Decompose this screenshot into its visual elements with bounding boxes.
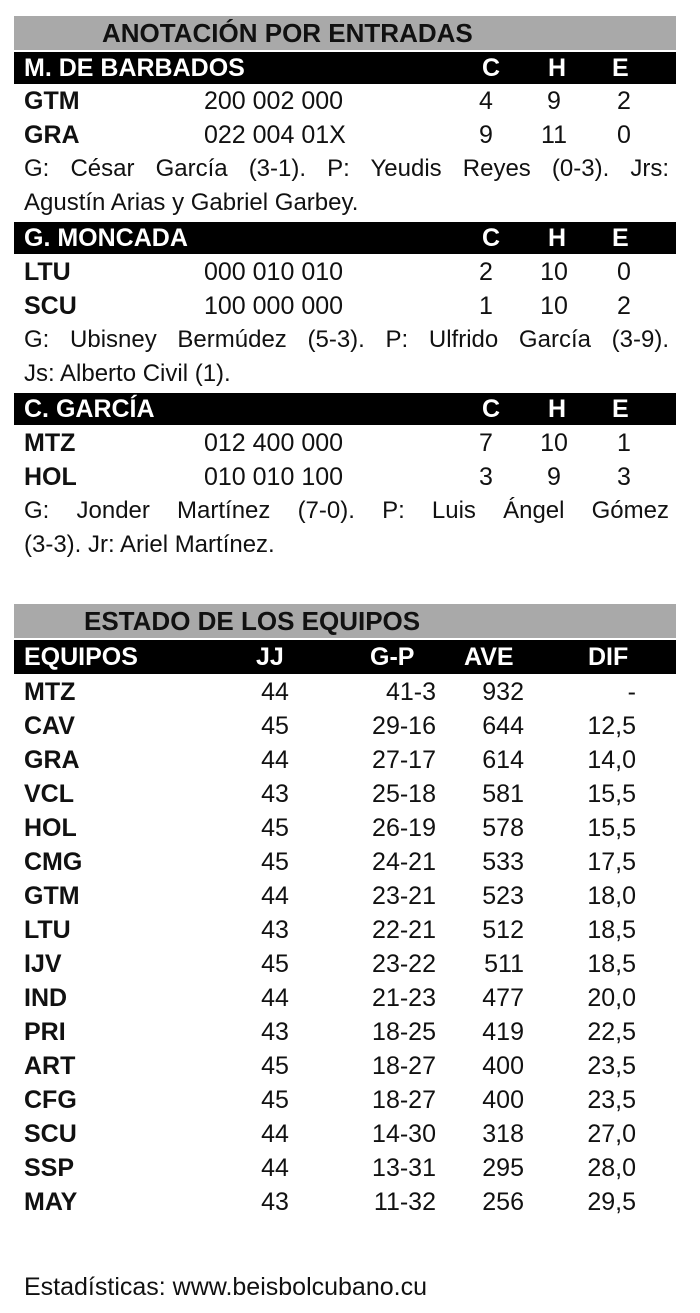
team-abbr: SCU	[24, 292, 77, 320]
venue-name: C. GARCÍA	[24, 395, 155, 423]
average: 932	[482, 678, 524, 706]
wins-losses: 23-22	[372, 950, 436, 978]
wins-losses: 11-32	[373, 1188, 436, 1216]
innings-line: 200 002 000	[204, 87, 344, 115]
games-behind: 29,5	[587, 1188, 636, 1216]
average: 400	[482, 1052, 524, 1080]
errors-value: 0	[617, 258, 631, 286]
team-abbr: IND	[24, 984, 68, 1012]
col-runs-label: C	[482, 224, 501, 252]
standings-row	[14, 709, 676, 743]
standings-row	[14, 947, 676, 981]
game-note-line: G: César García (3-1). P: Yeudis Reyes (0-3). Jrs:	[24, 155, 669, 182]
wins-losses: 26-19	[372, 814, 436, 842]
game-header-moncada	[14, 222, 676, 254]
standings-row	[14, 879, 676, 913]
games-played: 43	[261, 1188, 289, 1216]
standings-row	[14, 1015, 676, 1049]
games-played: 43	[261, 1018, 289, 1046]
standings-row	[14, 743, 676, 777]
average: 295	[482, 1154, 524, 1182]
col-hits-label: H	[548, 224, 567, 252]
errors-value: 1	[617, 429, 631, 457]
team-abbr: GRA	[24, 121, 80, 149]
average: 318	[482, 1120, 524, 1148]
team-abbr: LTU	[24, 916, 71, 944]
wins-losses: 21-23	[372, 984, 436, 1012]
standings-row	[14, 913, 676, 947]
standings-row	[14, 1117, 676, 1151]
team-abbr: MAY	[24, 1188, 78, 1216]
team-abbr: MTZ	[24, 678, 76, 706]
average: 523	[482, 882, 524, 910]
game-note	[24, 494, 669, 562]
games-played: 44	[261, 678, 289, 706]
team-abbr: GTM	[24, 882, 80, 910]
average: 512	[482, 916, 524, 944]
wins-losses: 18-25	[372, 1018, 436, 1046]
game-note-line: G: Jonder Martínez (7-0). P: Luis Ángel Gómez	[24, 497, 669, 524]
wins-losses: 14-30	[372, 1120, 436, 1148]
games-behind: 15,5	[587, 814, 636, 842]
games-played: 44	[261, 1154, 289, 1182]
innings-line: 022 004 01X	[204, 121, 346, 149]
runs-value: 4	[479, 87, 493, 115]
standings-row	[14, 845, 676, 879]
games-played: 44	[261, 746, 289, 774]
games-behind: 28,0	[587, 1154, 636, 1182]
innings-line: 000 010 010	[204, 258, 344, 286]
col-jj-header: JJ	[256, 643, 284, 671]
linescore-row	[14, 118, 676, 152]
games-played: 45	[261, 848, 289, 876]
runs-value: 3	[479, 463, 493, 491]
games-played: 45	[261, 1052, 289, 1080]
stats-source-footer: Estadísticas: www.beisbolcubano.cu	[24, 1273, 427, 1301]
games-played: 45	[261, 814, 289, 842]
game-note-line: Js: Alberto Civil (1).	[24, 360, 231, 387]
average: 400	[482, 1086, 524, 1114]
team-abbr: GRA	[24, 746, 80, 774]
standings-row	[14, 1185, 676, 1219]
average: 419	[482, 1018, 524, 1046]
average: 644	[482, 712, 524, 740]
team-abbr: CMG	[24, 848, 83, 876]
wins-losses: 41-3	[385, 678, 436, 706]
team-abbr: VCL	[24, 780, 74, 808]
wins-losses: 24-21	[372, 848, 436, 876]
games-played: 44	[261, 1120, 289, 1148]
wins-losses: 27-17	[372, 746, 436, 774]
linescore-row	[14, 426, 676, 460]
errors-value: 3	[617, 463, 631, 491]
col-runs-label: C	[482, 395, 501, 423]
games-played: 43	[261, 780, 289, 808]
standings-row	[14, 777, 676, 811]
col-errors-label: E	[612, 395, 629, 423]
games-behind: 27,0	[587, 1120, 636, 1148]
col-errors-label: E	[612, 54, 629, 82]
wins-losses: 23-21	[372, 882, 436, 910]
innings-section-header	[14, 16, 676, 50]
team-abbr: CFG	[24, 1086, 77, 1114]
hits-value: 9	[547, 463, 561, 491]
game-header-garcia	[14, 393, 676, 425]
games-played: 44	[261, 882, 289, 910]
games-behind: 12,5	[587, 712, 636, 740]
team-abbr: IJV	[24, 950, 62, 978]
innings-line: 012 400 000	[204, 429, 344, 457]
runs-value: 1	[479, 292, 493, 320]
team-abbr: MTZ	[24, 429, 76, 457]
wins-losses: 18-27	[372, 1086, 436, 1114]
games-behind: 14,0	[587, 746, 636, 774]
average: 614	[482, 746, 524, 774]
team-abbr: LTU	[24, 258, 71, 286]
games-behind: 15,5	[587, 780, 636, 808]
average: 578	[482, 814, 524, 842]
errors-value: 2	[617, 87, 631, 115]
errors-value: 0	[617, 121, 631, 149]
team-abbr: CAV	[24, 712, 75, 740]
team-abbr: GTM	[24, 87, 80, 115]
wins-losses: 25-18	[372, 780, 436, 808]
hits-value: 10	[540, 292, 568, 320]
venue-name: G. MONCADA	[24, 224, 188, 252]
col-hits-label: H	[548, 54, 567, 82]
col-team-header: EQUIPOS	[24, 643, 138, 671]
team-abbr: HOL	[24, 463, 77, 491]
standings-row	[14, 675, 676, 709]
standings-row	[14, 1083, 676, 1117]
col-ave-header: AVE	[464, 643, 514, 671]
venue-name: M. DE BARBADOS	[24, 54, 245, 82]
team-abbr: HOL	[24, 814, 77, 842]
innings-line: 010 010 100	[204, 463, 344, 491]
games-behind: 23,5	[587, 1086, 636, 1114]
games-behind: 20,0	[587, 984, 636, 1012]
runs-value: 9	[479, 121, 493, 149]
standings-row	[14, 981, 676, 1015]
linescore-row	[14, 255, 676, 289]
games-played: 43	[261, 916, 289, 944]
standings-section-title: ESTADO DE LOS EQUIPOS	[84, 606, 421, 636]
team-abbr: SSP	[24, 1154, 75, 1182]
games-played: 45	[261, 712, 289, 740]
standings-row	[14, 1049, 676, 1083]
average: 511	[484, 950, 524, 978]
game-note-line: G: Ubisney Bermúdez (5-3). P: Ulfrido García (3-9).	[24, 326, 669, 353]
games-behind: 22,5	[587, 1018, 636, 1046]
linescore-row	[14, 460, 676, 494]
col-errors-label: E	[612, 224, 629, 252]
linescore-row	[14, 84, 676, 118]
hits-value: 9	[547, 87, 561, 115]
game-header-barbados	[14, 52, 676, 84]
standings-section-header	[14, 604, 676, 638]
games-played: 45	[261, 950, 289, 978]
wins-losses: 18-27	[372, 1052, 436, 1080]
games-behind: 17,5	[587, 848, 636, 876]
hits-value: 11	[541, 121, 567, 149]
wins-losses: 22-21	[372, 916, 436, 944]
average: 256	[482, 1188, 524, 1216]
standings-table-header	[14, 640, 676, 674]
standings-row	[14, 811, 676, 845]
average: 477	[482, 984, 524, 1012]
average: 533	[482, 848, 524, 876]
average: 581	[482, 780, 524, 808]
wins-losses: 29-16	[372, 712, 436, 740]
hits-value: 10	[540, 429, 568, 457]
team-abbr: ART	[24, 1052, 76, 1080]
games-behind: 18,5	[587, 950, 636, 978]
runs-value: 2	[479, 258, 493, 286]
errors-value: 2	[617, 292, 631, 320]
runs-value: 7	[479, 429, 493, 457]
col-hits-label: H	[548, 395, 567, 423]
standings-row	[14, 1151, 676, 1185]
linescore-row	[14, 289, 676, 323]
game-note-line: Agustín Arias y Gabriel Garbey.	[24, 189, 359, 216]
games-behind: 23,5	[587, 1052, 636, 1080]
game-note-line: (3-3). Jr: Ariel Martínez.	[24, 531, 275, 558]
games-played: 45	[261, 1086, 289, 1114]
games-played: 44	[261, 984, 289, 1012]
games-behind: -	[627, 678, 636, 706]
col-gp-header: G-P	[370, 643, 415, 671]
games-behind: 18,5	[587, 916, 636, 944]
team-abbr: PRI	[24, 1018, 66, 1046]
game-note	[24, 152, 669, 220]
wins-losses: 13-31	[372, 1154, 436, 1182]
games-behind: 18,0	[587, 882, 636, 910]
col-runs-label: C	[482, 54, 501, 82]
game-note	[24, 323, 669, 391]
innings-line: 100 000 000	[204, 292, 344, 320]
col-dif-header: DIF	[588, 643, 629, 671]
team-abbr: SCU	[24, 1120, 77, 1148]
innings-section-title: ANOTACIÓN POR ENTRADAS	[102, 18, 473, 48]
hits-value: 10	[540, 258, 568, 286]
